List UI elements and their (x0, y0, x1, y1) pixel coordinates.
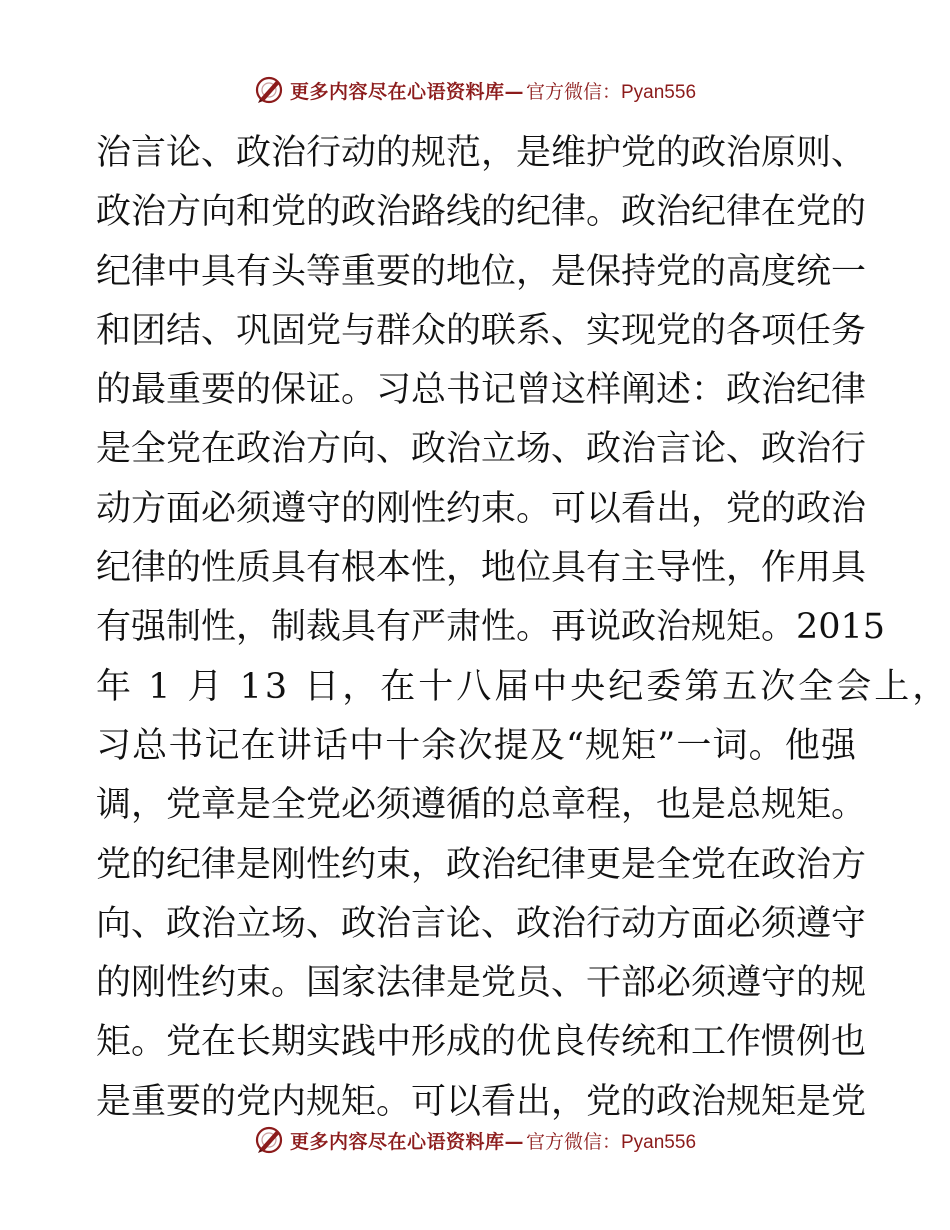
body-line: 矩。党在长期实践中形成的优良传统和工作惯例也 (96, 1022, 867, 1063)
body-line: 和团结、巩固党与群众的联系、实现党的各项任务 (96, 310, 867, 351)
footer-banner (0, 1120, 950, 1160)
body-line: 有强制性，制裁具有严肃性。再说政治规矩。2015 (96, 607, 886, 648)
body-line: 治言论、政治行动的规范，是维护党的政治原则、 (96, 133, 867, 173)
footer-wechat-text: 官方微信：Pyan556 (526, 1131, 697, 1153)
body-line: 习总书记在讲话中十余次提及“规矩”一词。他强 (96, 725, 856, 766)
body-line: 纪律的性质具有根本性，地位具有主导性，作用具 (96, 548, 867, 589)
header-banner (0, 70, 950, 110)
body-line: 向、政治立场、政治言论、政治行动方面必须遵守 (96, 903, 867, 944)
body-line: 调，党章是全党必须遵循的总章程，也是总规矩。 (96, 785, 867, 826)
footer-promo-text: 更多内容尽在心语资料库— (289, 1130, 524, 1153)
body-line: 党的纪律是刚性约束，政治纪律更是全党在政治方 (96, 844, 867, 885)
body-line: 动方面必须遵守的刚性约束。可以看出，党的政治 (96, 488, 867, 529)
body-line: 的刚性约束。国家法律是党员、干部必须遵守的规 (96, 963, 867, 1004)
body-line: 年 1 月 13 日，在十八届中央纪委第五次全会上， (96, 666, 950, 707)
body-line: 纪律中具有头等重要的地位，是保持党的高度统一 (96, 251, 867, 292)
header-wechat-text: 官方微信：Pyan556 (526, 81, 697, 103)
body-line: 政治方向和党的政治路线的纪律。政治纪律在党的 (96, 192, 867, 233)
quill-pen-logo-icon (254, 1125, 284, 1155)
quill-pen-logo-icon (254, 75, 284, 105)
document-body (96, 124, 950, 1132)
body-line: 是重要的党内规矩。可以看出，党的政治规矩是党 (96, 1081, 867, 1122)
body-line: 的最重要的保证。习总书记曾这样阐述：政治纪律 (96, 370, 867, 411)
body-line: 是全党在政治方向、政治立场、政治言论、政治行 (96, 429, 867, 470)
header-promo-text: 更多内容尽在心语资料库— (289, 80, 524, 103)
